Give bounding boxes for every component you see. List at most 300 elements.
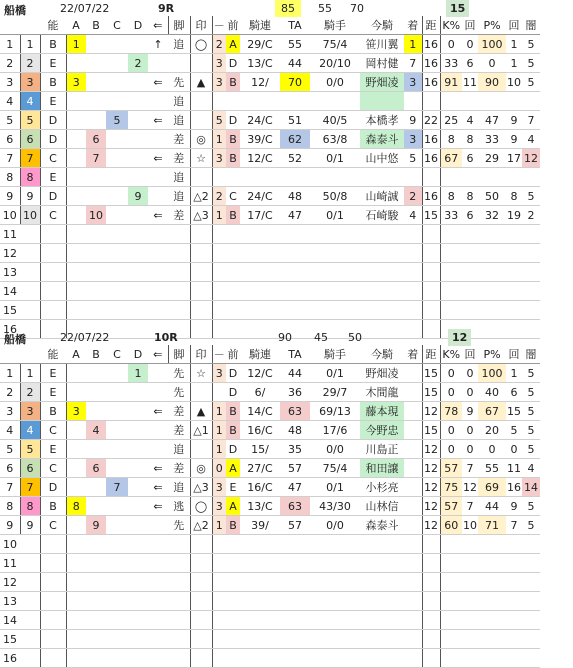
cell-d bbox=[128, 535, 148, 554]
cell-pp: 0 bbox=[478, 440, 506, 459]
cell-prev: C bbox=[226, 187, 240, 206]
cell-d bbox=[128, 111, 148, 130]
cell-dist: 15 bbox=[422, 364, 440, 383]
cell-arrow bbox=[148, 535, 168, 554]
cell-c bbox=[106, 516, 128, 535]
cell-a bbox=[66, 516, 86, 535]
cell-a bbox=[66, 92, 86, 111]
cell-d bbox=[128, 497, 148, 516]
cell-prev bbox=[226, 649, 240, 668]
top-num-3: 70 bbox=[350, 2, 364, 15]
cell-m: 2 bbox=[212, 187, 226, 206]
cell-arrow bbox=[148, 421, 168, 440]
cell-d bbox=[128, 592, 148, 611]
cell-pp: 44 bbox=[478, 497, 506, 516]
cell-d: 9 bbox=[128, 187, 148, 206]
cell-arrow bbox=[148, 630, 168, 649]
cell-jock: 75/4 bbox=[310, 459, 360, 478]
cell-m bbox=[212, 649, 226, 668]
table-row[interactable] bbox=[0, 206, 540, 225]
cell-ability: D bbox=[40, 478, 66, 497]
cell-d bbox=[128, 301, 148, 320]
track-name: 船橋 bbox=[4, 4, 26, 17]
cell-place bbox=[404, 421, 422, 440]
cell-kai bbox=[462, 592, 478, 611]
cell-kp bbox=[440, 535, 462, 554]
cell-place bbox=[404, 478, 422, 497]
cell-c bbox=[106, 301, 128, 320]
cell-bb bbox=[86, 554, 106, 573]
result-num: 12 bbox=[448, 329, 471, 346]
table-row-empty bbox=[0, 611, 540, 630]
cell-mark bbox=[190, 111, 212, 130]
cell-kai2 bbox=[506, 649, 522, 668]
cell-pp bbox=[478, 168, 506, 187]
cell-m: 1 bbox=[212, 421, 226, 440]
cell-pp: 100 bbox=[478, 364, 506, 383]
cell-c bbox=[106, 225, 128, 244]
cell-kai2: 11 bbox=[506, 459, 522, 478]
cell-arrow bbox=[148, 554, 168, 573]
table-row[interactable] bbox=[0, 54, 540, 73]
cell-place bbox=[404, 92, 422, 111]
cell-kiren: 12/C bbox=[240, 364, 280, 383]
table-row[interactable] bbox=[0, 421, 540, 440]
cell-now: 川島正 bbox=[360, 440, 404, 459]
top-num-2: 45 bbox=[314, 331, 328, 344]
cell-place bbox=[404, 402, 422, 421]
column-header: 回 bbox=[462, 16, 478, 35]
table-row[interactable] bbox=[0, 73, 540, 92]
table-row[interactable] bbox=[0, 402, 540, 421]
cell-a bbox=[66, 149, 86, 168]
column-header: A bbox=[66, 345, 86, 364]
cell-d bbox=[128, 35, 148, 54]
cell-prev bbox=[226, 630, 240, 649]
cell-c bbox=[106, 592, 128, 611]
cell-ta bbox=[280, 630, 310, 649]
cell-ta bbox=[280, 263, 310, 282]
table-row[interactable] bbox=[0, 497, 540, 516]
cell-kai2: 9 bbox=[506, 130, 522, 149]
cell-kp bbox=[440, 282, 462, 301]
cell-pp: 32 bbox=[478, 206, 506, 225]
cell-bb bbox=[86, 497, 106, 516]
cell-ability: E bbox=[40, 364, 66, 383]
cell-kai2 bbox=[506, 611, 522, 630]
cell-pp bbox=[478, 92, 506, 111]
cell-m: 3 bbox=[212, 478, 226, 497]
column-header: － bbox=[212, 345, 226, 364]
cell-kiren: 6/ bbox=[240, 383, 280, 402]
cell-dist bbox=[422, 630, 440, 649]
cell-ability bbox=[40, 225, 66, 244]
cell-yami: 14 bbox=[522, 478, 540, 497]
cell-n: 7 bbox=[0, 149, 20, 168]
cell-now: 森泰斗 bbox=[360, 516, 404, 535]
cell-kiren: 24/C bbox=[240, 111, 280, 130]
cell-pp bbox=[478, 282, 506, 301]
top-num-3: 50 bbox=[348, 331, 362, 344]
cell-arrow bbox=[148, 187, 168, 206]
cell-yami: 7 bbox=[522, 111, 540, 130]
cell-jock: 0/1 bbox=[310, 478, 360, 497]
cell-a bbox=[66, 649, 86, 668]
cell-n: 15 bbox=[0, 301, 20, 320]
table-row[interactable] bbox=[0, 364, 540, 383]
cell-a bbox=[66, 168, 86, 187]
cell-prev bbox=[226, 263, 240, 282]
cell-b bbox=[20, 535, 40, 554]
cell-yami bbox=[522, 282, 540, 301]
cell-place bbox=[404, 440, 422, 459]
cell-a bbox=[66, 206, 86, 225]
cell-mark bbox=[190, 263, 212, 282]
cell-n: 15 bbox=[0, 630, 20, 649]
cell-d bbox=[128, 263, 148, 282]
cell-now bbox=[360, 244, 404, 263]
cell-bb: 9 bbox=[86, 516, 106, 535]
cell-arrow bbox=[148, 440, 168, 459]
cell-kp: 25 bbox=[440, 111, 462, 130]
cell-bb bbox=[86, 92, 106, 111]
cell-arrow: ⇐ bbox=[148, 497, 168, 516]
cell-ability: E bbox=[40, 92, 66, 111]
cell-kai2 bbox=[506, 168, 522, 187]
cell-kp: 0 bbox=[440, 421, 462, 440]
cell-dist bbox=[422, 611, 440, 630]
cell-now: 森泰斗 bbox=[360, 130, 404, 149]
cell-kai: 0 bbox=[462, 364, 478, 383]
cell-d bbox=[128, 459, 148, 478]
cell-arrow bbox=[148, 364, 168, 383]
cell-kp bbox=[440, 649, 462, 668]
cell-mark: △2 bbox=[190, 516, 212, 535]
cell-mark bbox=[190, 592, 212, 611]
column-header: 前 bbox=[226, 345, 240, 364]
cell-m bbox=[212, 611, 226, 630]
cell-kai: 10 bbox=[462, 516, 478, 535]
cell-arrow: ⇐ bbox=[148, 206, 168, 225]
cell-arrow bbox=[148, 168, 168, 187]
cell-prev: D bbox=[226, 440, 240, 459]
cell-b: 3 bbox=[20, 402, 40, 421]
cell-ability: E bbox=[40, 168, 66, 187]
cell-bb: 6 bbox=[86, 459, 106, 478]
cell-m bbox=[212, 630, 226, 649]
cell-style: 追 bbox=[168, 35, 190, 54]
table-row[interactable] bbox=[0, 111, 540, 130]
cell-b bbox=[20, 554, 40, 573]
table-row[interactable] bbox=[0, 130, 540, 149]
cell-c bbox=[106, 187, 128, 206]
cell-place bbox=[404, 649, 422, 668]
cell-m: 5 bbox=[212, 111, 226, 130]
cell-now: 山崎誠 bbox=[360, 187, 404, 206]
cell-d: 2 bbox=[128, 54, 148, 73]
cell-a bbox=[66, 630, 86, 649]
cell-a: 3 bbox=[66, 73, 86, 92]
cell-pp bbox=[478, 592, 506, 611]
cell-m: 3 bbox=[212, 364, 226, 383]
cell-prev bbox=[226, 592, 240, 611]
cell-kiren bbox=[240, 573, 280, 592]
cell-jock bbox=[310, 611, 360, 630]
cell-a bbox=[66, 301, 86, 320]
cell-m bbox=[212, 225, 226, 244]
cell-bb: 6 bbox=[86, 130, 106, 149]
cell-a bbox=[66, 440, 86, 459]
cell-c bbox=[106, 149, 128, 168]
cell-style: 差 bbox=[168, 206, 190, 225]
column-header: 距 bbox=[422, 345, 440, 364]
cell-yami: 5 bbox=[522, 497, 540, 516]
table-row[interactable] bbox=[0, 187, 540, 206]
cell-kp: 67 bbox=[440, 149, 462, 168]
cell-style: 差 bbox=[168, 459, 190, 478]
cell-yami: 5 bbox=[522, 187, 540, 206]
cell-a bbox=[66, 225, 86, 244]
column-header: 今騎 bbox=[360, 16, 404, 35]
cell-jock: 63/8 bbox=[310, 130, 360, 149]
column-header: ⇐ bbox=[148, 345, 168, 364]
cell-a bbox=[66, 478, 86, 497]
cell-b: 9 bbox=[20, 187, 40, 206]
cell-c bbox=[106, 168, 128, 187]
cell-ability: D bbox=[40, 187, 66, 206]
cell-jock: 0/0 bbox=[310, 73, 360, 92]
cell-dist: 15 bbox=[422, 383, 440, 402]
cell-kp bbox=[440, 92, 462, 111]
cell-kai2 bbox=[506, 554, 522, 573]
cell-jock bbox=[310, 225, 360, 244]
cell-now bbox=[360, 649, 404, 668]
cell-now bbox=[360, 168, 404, 187]
cell-prev bbox=[226, 92, 240, 111]
cell-kp bbox=[440, 244, 462, 263]
cell-m: 3 bbox=[212, 149, 226, 168]
cell-d: 1 bbox=[128, 364, 148, 383]
cell-arrow: ⇐ bbox=[148, 149, 168, 168]
table-row[interactable] bbox=[0, 478, 540, 497]
cell-style bbox=[168, 592, 190, 611]
cell-yami: 5 bbox=[522, 421, 540, 440]
cell-c bbox=[106, 535, 128, 554]
cell-ability bbox=[40, 535, 66, 554]
cell-kp: 8 bbox=[440, 187, 462, 206]
cell-jock: 50/8 bbox=[310, 187, 360, 206]
table-row[interactable] bbox=[0, 149, 540, 168]
cell-kai2 bbox=[506, 592, 522, 611]
cell-b bbox=[20, 244, 40, 263]
cell-prev: B bbox=[226, 73, 240, 92]
cell-yami: 4 bbox=[522, 459, 540, 478]
table-row-empty bbox=[0, 244, 540, 263]
race-header bbox=[0, 0, 573, 16]
cell-mark bbox=[190, 383, 212, 402]
column-header: 着 bbox=[404, 345, 422, 364]
cell-n: 16 bbox=[0, 649, 20, 668]
cell-style: 差 bbox=[168, 149, 190, 168]
cell-pp bbox=[478, 573, 506, 592]
cell-dist: 12 bbox=[422, 440, 440, 459]
race-10r-table bbox=[0, 345, 540, 668]
cell-dist bbox=[422, 282, 440, 301]
cell-now: 本橋孝 bbox=[360, 111, 404, 130]
cell-now bbox=[360, 573, 404, 592]
column-header: B bbox=[86, 16, 106, 35]
cell-mark: ☆ bbox=[190, 149, 212, 168]
cell-kiren: 24/C bbox=[240, 187, 280, 206]
table-row[interactable] bbox=[0, 168, 540, 187]
cell-d bbox=[128, 244, 148, 263]
cell-bb bbox=[86, 244, 106, 263]
table-row-empty bbox=[0, 573, 540, 592]
cell-ta bbox=[280, 611, 310, 630]
track-name: 船橋 bbox=[4, 333, 26, 346]
cell-mark bbox=[190, 554, 212, 573]
race-10r-section bbox=[0, 329, 573, 665]
cell-kai2: 10 bbox=[506, 73, 522, 92]
cell-place bbox=[404, 592, 422, 611]
cell-now: 野畑凌 bbox=[360, 364, 404, 383]
table-row-empty bbox=[0, 282, 540, 301]
cell-place bbox=[404, 497, 422, 516]
cell-ta: 57 bbox=[280, 459, 310, 478]
cell-b bbox=[20, 282, 40, 301]
cell-style: 追 bbox=[168, 440, 190, 459]
cell-c bbox=[106, 630, 128, 649]
table-row[interactable] bbox=[0, 440, 540, 459]
cell-d bbox=[128, 478, 148, 497]
cell-m: 1 bbox=[212, 440, 226, 459]
cell-mark bbox=[190, 92, 212, 111]
cell-n: 11 bbox=[0, 225, 20, 244]
cell-mark bbox=[190, 535, 212, 554]
cell-style: 差 bbox=[168, 402, 190, 421]
cell-mark bbox=[190, 611, 212, 630]
cell-kp: 33 bbox=[440, 206, 462, 225]
column-header: B bbox=[86, 345, 106, 364]
cell-kiren bbox=[240, 244, 280, 263]
column-header: TA bbox=[280, 16, 310, 35]
cell-n: 2 bbox=[0, 54, 20, 73]
cell-place bbox=[404, 535, 422, 554]
cell-place: 3 bbox=[404, 130, 422, 149]
cell-mark: ◯ bbox=[190, 35, 212, 54]
cell-kai2: 16 bbox=[506, 478, 522, 497]
table-row[interactable] bbox=[0, 516, 540, 535]
table-row[interactable] bbox=[0, 92, 540, 111]
cell-b: 6 bbox=[20, 459, 40, 478]
cell-dist bbox=[422, 225, 440, 244]
cell-n: 12 bbox=[0, 244, 20, 263]
cell-jock bbox=[310, 592, 360, 611]
cell-d bbox=[128, 554, 148, 573]
cell-n: 6 bbox=[0, 130, 20, 149]
cell-place bbox=[404, 263, 422, 282]
cell-kai bbox=[462, 554, 478, 573]
cell-ta bbox=[280, 573, 310, 592]
cell-kiren: 12/ bbox=[240, 73, 280, 92]
cell-bb bbox=[86, 383, 106, 402]
cell-d bbox=[128, 383, 148, 402]
column-header: 今騎 bbox=[360, 345, 404, 364]
cell-pp: 50 bbox=[478, 187, 506, 206]
cell-b: 7 bbox=[20, 149, 40, 168]
cell-now bbox=[360, 554, 404, 573]
cell-dist bbox=[422, 301, 440, 320]
column-header: 闇 bbox=[522, 16, 540, 35]
cell-a: 3 bbox=[66, 402, 86, 421]
table-row-empty bbox=[0, 630, 540, 649]
cell-ability: B bbox=[40, 73, 66, 92]
cell-prev bbox=[226, 244, 240, 263]
cell-mark: ◯ bbox=[190, 497, 212, 516]
cell-dist bbox=[422, 535, 440, 554]
cell-now: 山中悠 bbox=[360, 149, 404, 168]
cell-bb bbox=[86, 592, 106, 611]
cell-kai: 7 bbox=[462, 459, 478, 478]
cell-kiren bbox=[240, 225, 280, 244]
cell-style bbox=[168, 611, 190, 630]
cell-m: 3 bbox=[212, 54, 226, 73]
cell-bb bbox=[86, 111, 106, 130]
cell-n: 11 bbox=[0, 554, 20, 573]
table-row[interactable] bbox=[0, 35, 540, 54]
cell-bb bbox=[86, 440, 106, 459]
table-row[interactable] bbox=[0, 383, 540, 402]
cell-d bbox=[128, 282, 148, 301]
cell-yami bbox=[522, 244, 540, 263]
cell-kai2 bbox=[506, 301, 522, 320]
cell-kai2 bbox=[506, 263, 522, 282]
cell-pp: 69 bbox=[478, 478, 506, 497]
cell-n: 10 bbox=[0, 535, 20, 554]
cell-kp bbox=[440, 630, 462, 649]
cell-arrow bbox=[148, 592, 168, 611]
column-header: 脚 bbox=[168, 16, 190, 35]
cell-style: 差 bbox=[168, 130, 190, 149]
header-row bbox=[0, 16, 540, 35]
cell-jock bbox=[310, 535, 360, 554]
cell-ta: 47 bbox=[280, 478, 310, 497]
cell-b: 5 bbox=[20, 111, 40, 130]
cell-jock bbox=[310, 263, 360, 282]
cell-jock: 40/5 bbox=[310, 111, 360, 130]
cell-kai2 bbox=[506, 630, 522, 649]
cell-ability: E bbox=[40, 440, 66, 459]
cell-style bbox=[168, 535, 190, 554]
cell-a bbox=[66, 130, 86, 149]
cell-arrow bbox=[148, 92, 168, 111]
table-row-empty bbox=[0, 592, 540, 611]
cell-kp bbox=[440, 573, 462, 592]
cell-kiren bbox=[240, 592, 280, 611]
cell-dist: 12 bbox=[422, 402, 440, 421]
cell-style: 追 bbox=[168, 187, 190, 206]
cell-ability: C bbox=[40, 459, 66, 478]
cell-kp bbox=[440, 554, 462, 573]
column-header: 騎連 bbox=[240, 345, 280, 364]
cell-dist bbox=[422, 263, 440, 282]
cell-kiren bbox=[240, 649, 280, 668]
cell-kiren bbox=[240, 630, 280, 649]
cell-dist: 16 bbox=[422, 130, 440, 149]
table-row[interactable] bbox=[0, 459, 540, 478]
cell-jock: 17/6 bbox=[310, 421, 360, 440]
column-header: D bbox=[128, 16, 148, 35]
